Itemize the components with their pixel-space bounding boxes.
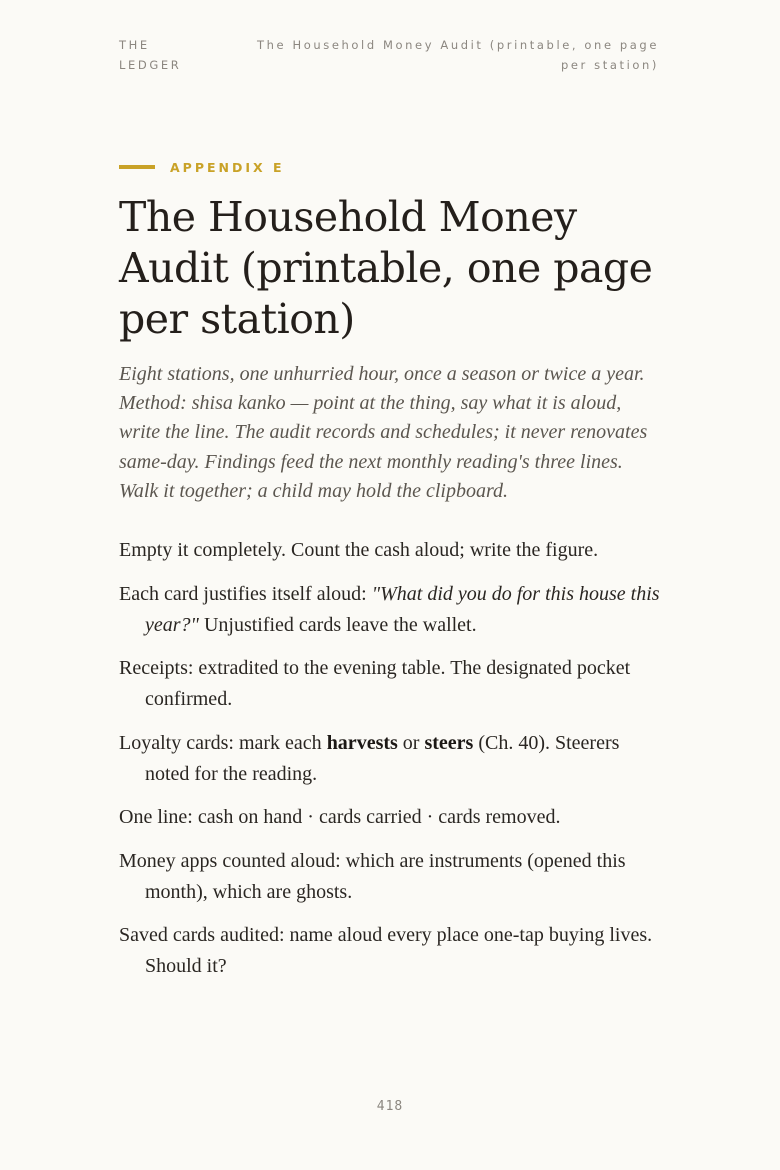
list-item bbox=[119, 846, 664, 908]
item-text: Money apps counted aloud: which are instruments (opened this month), which are ghosts. bbox=[119, 849, 626, 903]
item-quote: "What did you do for this house this year?" bbox=[145, 582, 660, 636]
item-term-harvests: harvests bbox=[326, 731, 398, 754]
item-text: Empty it completely. Count the cash aloud; write the figure. bbox=[119, 539, 599, 561]
item-tail: Unjustified cards leave the wallet. bbox=[198, 613, 477, 636]
list-item bbox=[119, 535, 664, 566]
page-title: The Household Money Audit (printable, one page per station) bbox=[119, 193, 653, 343]
item-text: Saved cards audited: name aloud every place one-tap buying lives. Should it? bbox=[119, 924, 653, 977]
item-text: Receipts: extradited to the evening table. The designated pocket confirmed. bbox=[119, 657, 631, 710]
item-tail: (Ch. 40). Steerers noted for the reading. bbox=[145, 731, 620, 785]
list-item bbox=[119, 653, 664, 715]
running-head-chapter-title: The Household Money Audit (printable, one page per station) bbox=[257, 38, 659, 72]
audit-item-list bbox=[119, 535, 664, 995]
item-lead: Each card justifies itself aloud: bbox=[119, 582, 372, 605]
list-item bbox=[119, 579, 664, 641]
running-head-book-title: THE LEDGER bbox=[119, 38, 182, 72]
page-number: 418 bbox=[376, 1099, 404, 1114]
item-mid: or bbox=[397, 731, 425, 754]
intro-dek: Eight stations, one unhurried hour, once a season or twice a year. Method: shisa kanko — point at the thing, say what it is aloud, write the line. The audit records and schedules; it never renovates same-day. Findings feed the next monthly reading's three lines. Walk it together; a child may hold the clipboard. bbox=[119, 363, 648, 502]
item-text: One line: cash on hand · cards carried · cards removed. bbox=[119, 806, 561, 828]
appendix-eyebrow bbox=[119, 157, 285, 177]
item-lead: Loyalty cards: mark each bbox=[119, 731, 327, 754]
list-item bbox=[119, 728, 664, 790]
list-item bbox=[119, 802, 664, 833]
eyebrow-rule bbox=[119, 165, 155, 169]
list-item bbox=[119, 920, 664, 982]
item-term-steers: steers bbox=[424, 731, 474, 754]
appendix-label: APPENDIX E bbox=[170, 159, 285, 175]
